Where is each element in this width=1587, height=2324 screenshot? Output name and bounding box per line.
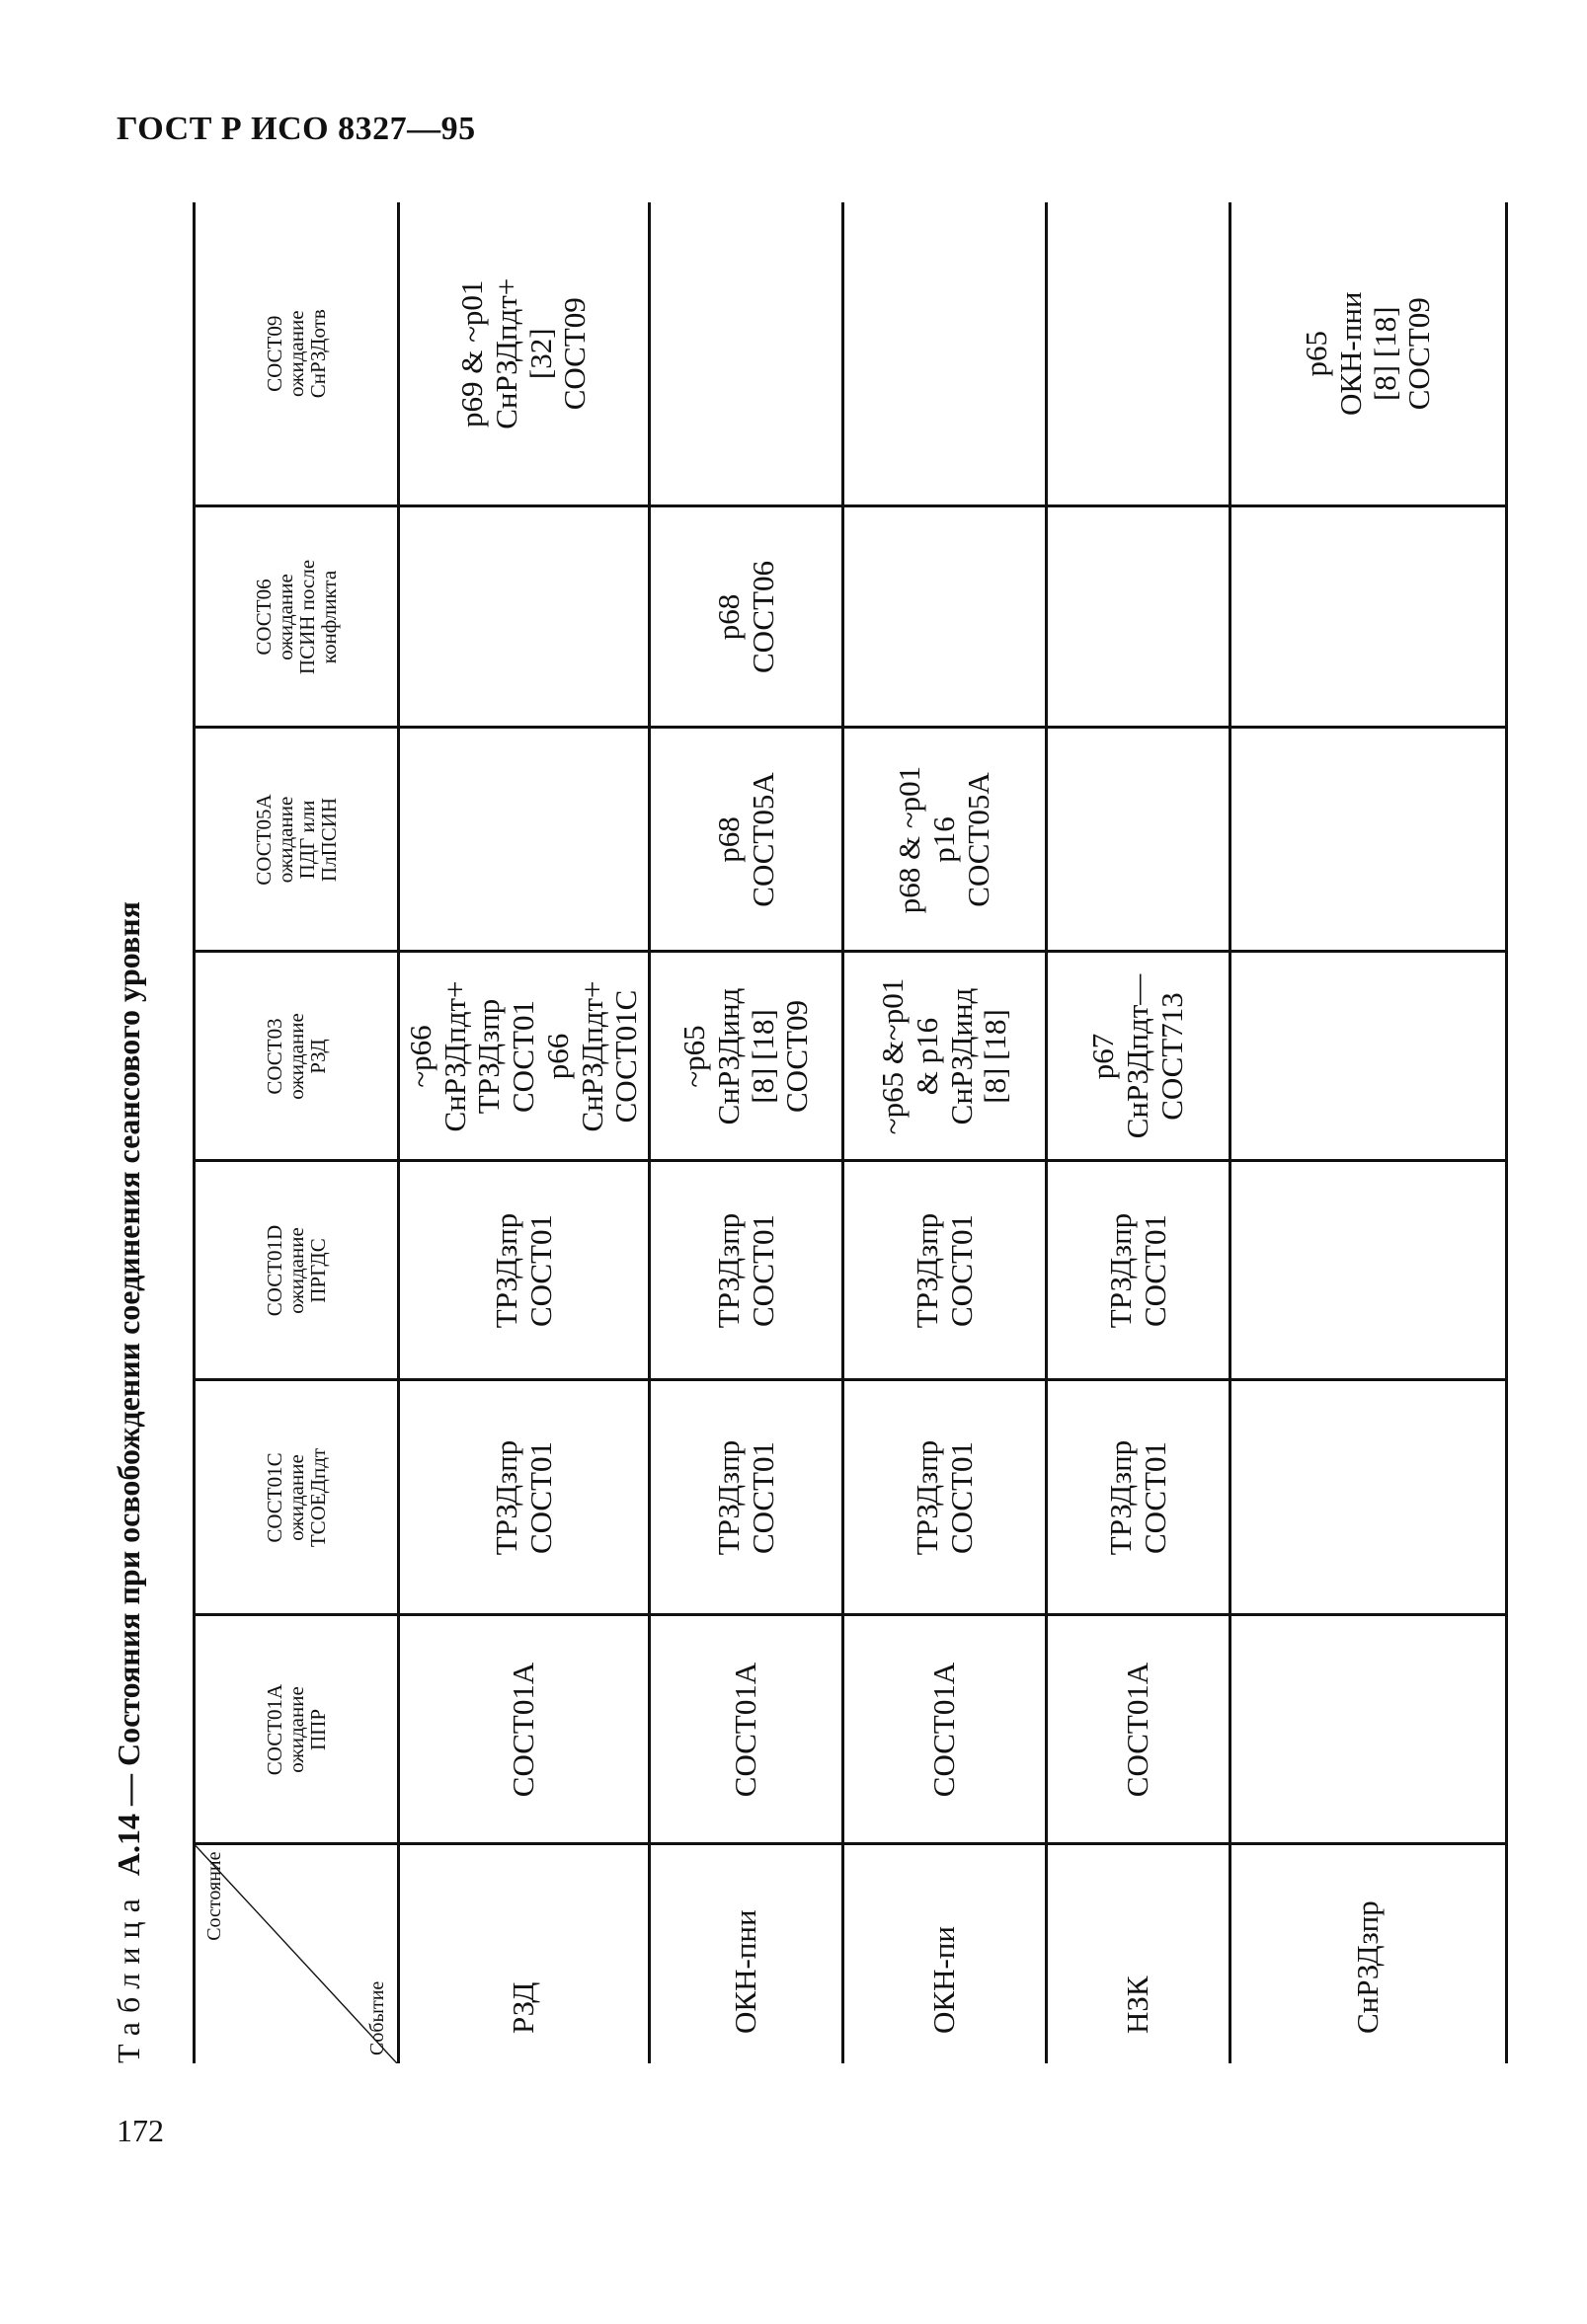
table-cell — [843, 506, 1047, 728]
table-row — [843, 202, 1047, 2063]
column-header: СОСТ01А ожидание ППР — [195, 1615, 399, 1844]
column-header: СОСТ05А ожидание ПДГ или ПлПСИН — [195, 728, 399, 952]
table-cell — [843, 202, 1047, 506]
table-cell: СОСТ01А — [650, 1615, 843, 1844]
corner-event-label: Событие — [366, 1980, 388, 2055]
table-cell — [1230, 1615, 1507, 1844]
table-cell: ТРЗДзпр СОСТ01 — [650, 1161, 843, 1380]
table-cell — [399, 728, 650, 952]
row-event-label: НЗК — [1047, 1844, 1230, 2063]
table-header-row — [195, 202, 399, 2063]
row-event-label: ОКН-пни — [650, 1844, 843, 2063]
table-cell — [1230, 728, 1507, 952]
table-cell — [650, 202, 843, 506]
table-cell — [1047, 202, 1230, 506]
table-cell — [1047, 728, 1230, 952]
column-header: СОСТ09 ожидание СнРЗДотв — [195, 202, 399, 506]
caption-title: А.14 — Состояния при освобождении соединения сеансового уровня — [110, 901, 146, 1877]
row-event-label: СнРЗДзпр — [1230, 1844, 1507, 2063]
page-number: 172 — [117, 2113, 164, 2148]
corner-cell — [195, 1844, 399, 2063]
table-row — [650, 202, 843, 2063]
table-cell: СОСТ01А — [843, 1615, 1047, 1844]
table-cell — [1230, 1380, 1507, 1615]
table-cell: СОСТ01А — [1047, 1615, 1230, 1844]
row-event-label: РЗД — [399, 1844, 650, 2063]
table-cell — [399, 506, 650, 728]
table-cell — [1230, 952, 1507, 1161]
column-header: СОСТ06 ожидание ПСИН после конфликта — [195, 506, 399, 728]
table-cell: р65 ОКН-пни [8] [18] СОСТ09 — [1230, 202, 1507, 506]
table-row — [1047, 202, 1230, 2063]
caption-label: Таблица — [110, 1890, 146, 2063]
table-cell: ТРЗДзпр СОСТ01 — [650, 1380, 843, 1615]
table-cell: ТРЗДзпр СОСТ01 — [843, 1161, 1047, 1380]
column-header: СОСТ01D ожидание ПРГДС — [195, 1161, 399, 1380]
table-cell: р67 СнРЗДпдт— СОСТ713 — [1047, 952, 1230, 1161]
table-cell: ТРЗДзпр СОСТ01 — [1047, 1380, 1230, 1615]
table-cell: ТРЗДзпр СОСТ01 — [399, 1161, 650, 1380]
table-cell — [1230, 506, 1507, 728]
state-table — [193, 202, 1462, 2063]
table-cell: р68 СОСТ05А — [650, 728, 843, 952]
table-row — [1230, 202, 1507, 2063]
table-row — [399, 202, 650, 2063]
table-cell: ~р65 СнРЗДинд [8] [18] СОСТ09 — [650, 952, 843, 1161]
table-cell: ТРЗДзпр СОСТ01 — [1047, 1161, 1230, 1380]
table-caption — [89, 760, 168, 2063]
table-caption-wrap — [89, 760, 168, 2063]
table-cell: ~р66 СнРЗДпдт+ ТРЗДзпр СОСТ01 р66 СнРЗДпдт+ СОСТ01С — [399, 952, 650, 1161]
corner-state-label: Состояние — [203, 1851, 225, 1941]
table-cell — [1047, 506, 1230, 728]
row-event-label: ОКН-пи — [843, 1844, 1047, 2063]
table-cell: ~р65 &~р01 & р16 СнРЗДинд [8] [18] — [843, 952, 1047, 1161]
column-header: СОСТ03 ожидание РЗД — [195, 952, 399, 1161]
table-cell — [1230, 1161, 1507, 1380]
table-cell: СОСТ01А — [399, 1615, 650, 1844]
table-cell: ТРЗДзпр СОСТ01 — [843, 1380, 1047, 1615]
table-cell: р69 & ~р01 СнРЗДпдт+ [32] СОСТ09 — [399, 202, 650, 506]
column-header: СОСТ01С ожидание ТСОЕДпдт — [195, 1380, 399, 1615]
table-cell: р68 СОСТ06 — [650, 506, 843, 728]
table-cell: ТРЗДзпр СОСТ01 — [399, 1380, 650, 1615]
document-header: ГОСТ Р ИСО 8327—95 — [117, 111, 476, 147]
table-cell: р68 & ~р01 р16 СОСТ05А — [843, 728, 1047, 952]
state-table-wrap — [193, 202, 1462, 2063]
